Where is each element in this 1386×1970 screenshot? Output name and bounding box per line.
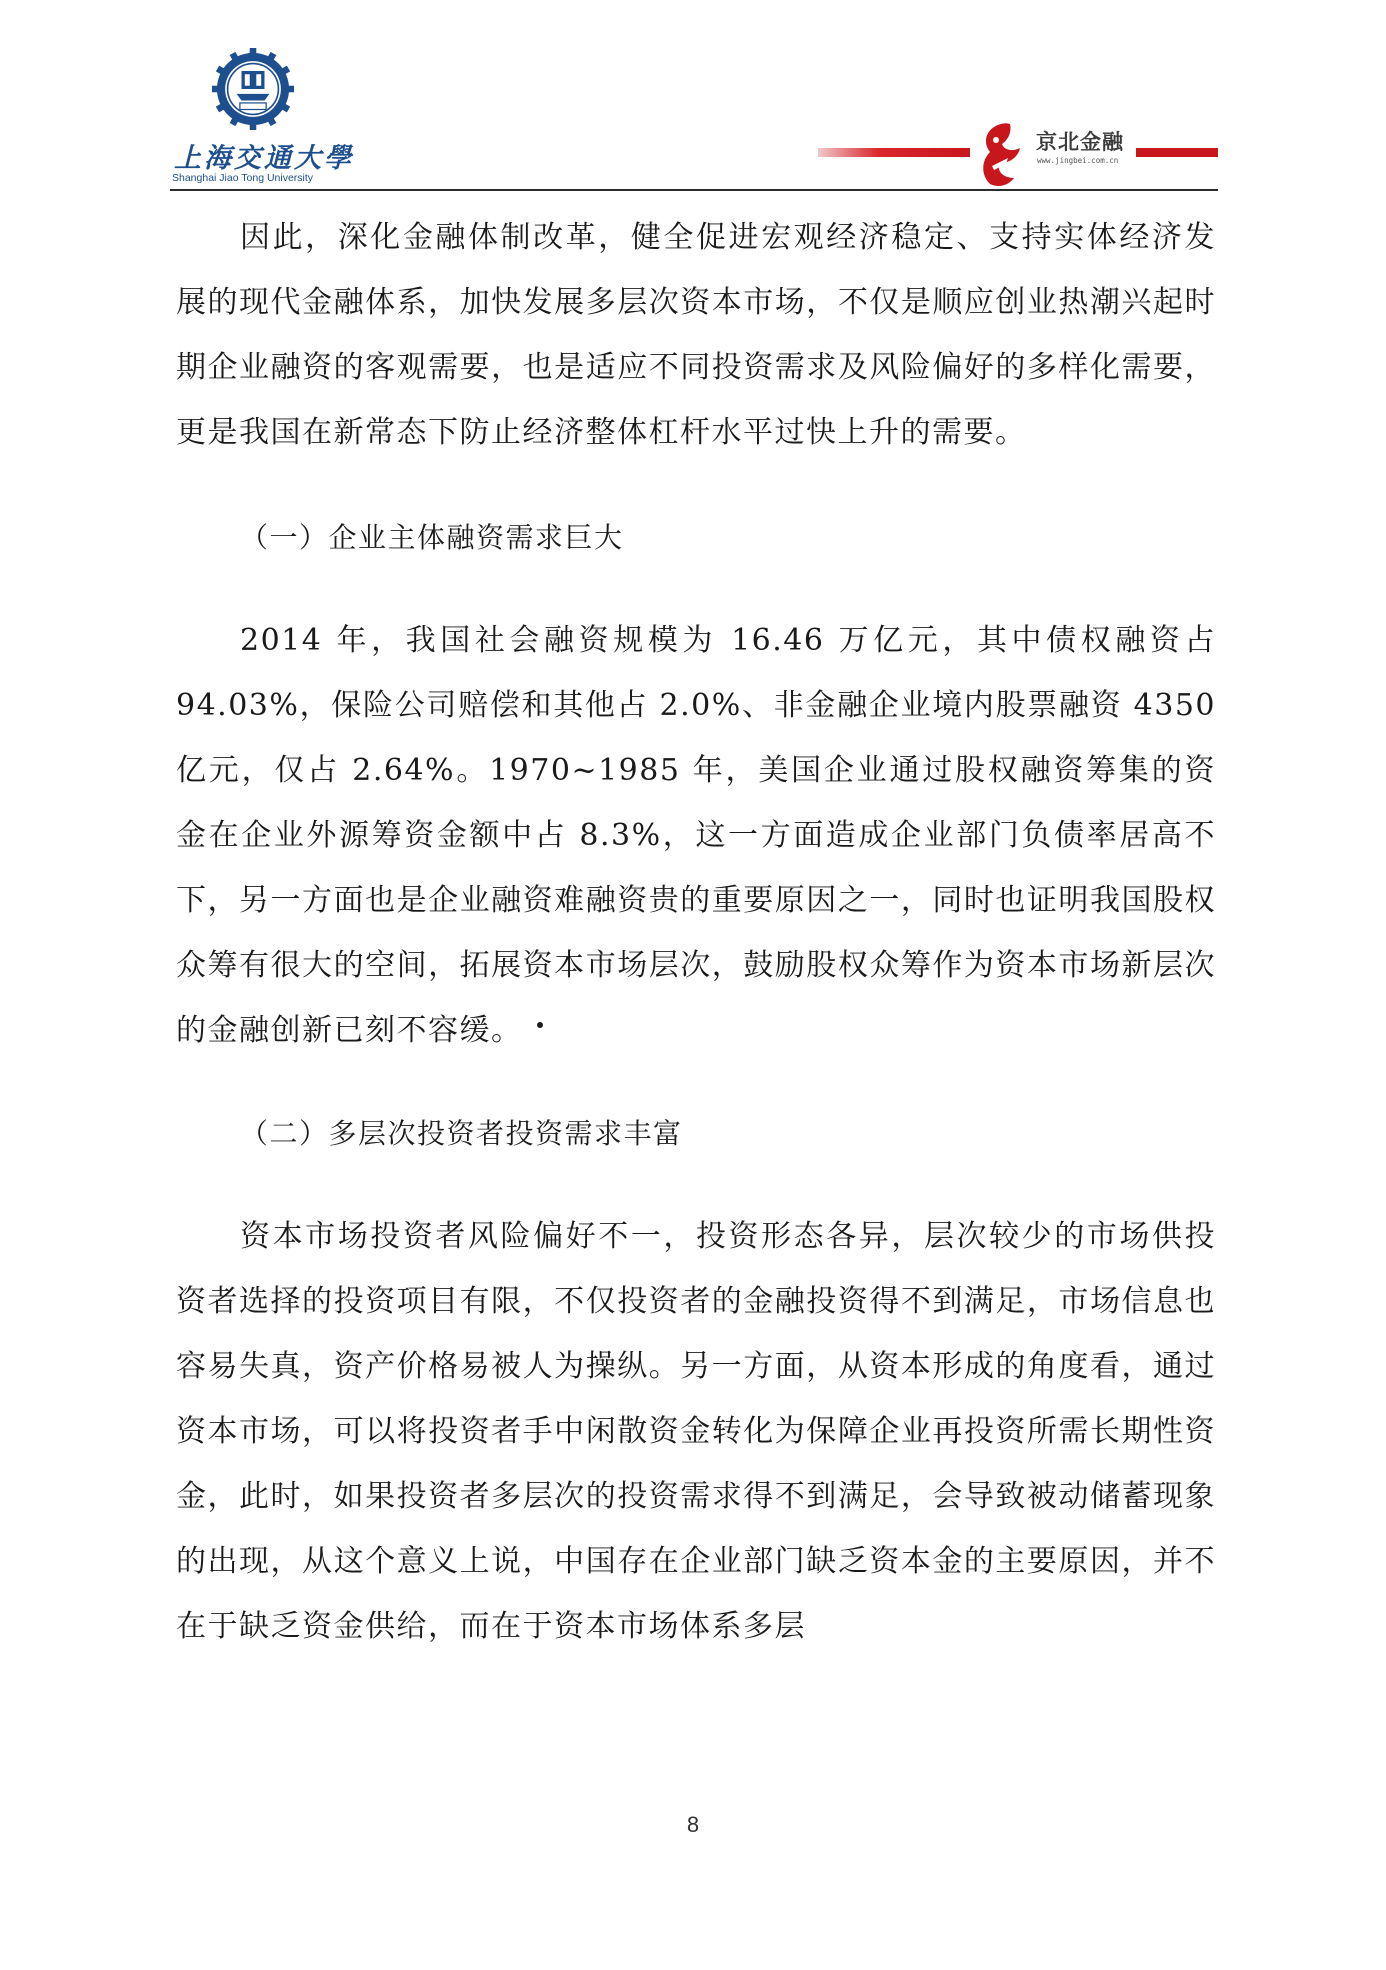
section-heading-1: （一）企业主体融资需求巨大: [240, 521, 624, 554]
paragraph-financing-demand: 2014 年，我国社会融资规模为 16.46 万亿元，其中债权融资占 94.03%，保险公司赔偿和其他占 2.0%、非金融企业境内股票融资 4350 亿元，仅占 2.64%。1970~1985 年，美国企业通过股权融资筹集的资金在企业外源筹资金额中占 8.3%，这一方面造成企业部门负债率居高不下，另一方面也是企业融资难融资贵的重要原因之一，同时也证明我国股权众筹有很大的空间，拓展资本市场层次，鼓励股权众筹作为资本市场新层次的金融创新已刻不容缓。: [176, 623, 1216, 1048]
sjtu-chinese-name: 上海交通大學: [174, 143, 354, 174]
jingbei-emblem-icon: [972, 118, 1030, 190]
jingbei-chinese-name: 京北金融: [1036, 130, 1124, 154]
page-number: 8: [686, 1812, 700, 1837]
sjtu-emblem-icon: [212, 48, 294, 130]
header-accent-bar-right: [1136, 148, 1218, 157]
sjtu-logo: [168, 48, 354, 190]
page-header: [0, 0, 1386, 190]
paragraph-investor-demand: 资本市场投资者风险偏好不一，投资形态各异，层次较少的市场供投资者选择的投资项目有限，不仅投资者的金融投资得不到满足，市场信息也容易失真，资产价格易被人为操纵。另一方面，从资本形成的角度看，通过资本市场，可以将投资者手中闲散资金转化为保障企业再投资所需长期性资金，此时，如果投资者多层次的投资需求得不到满足，会导致被动储蓄现象的出现，从这个意义上说，中国存在企业部门缺乏资本金的主要原因，并不在于缺乏资金供给，而在于资本市场体系多层: [176, 1219, 1216, 1644]
jingbei-logo: [818, 118, 1218, 190]
document-body: [176, 205, 1216, 1659]
stray-dot-mark: [537, 1022, 543, 1028]
paragraph-intro: 因此，深化金融体制改革，健全促进宏观经济稳定、支持实体经济发展的现代金融体系，加快发展多层次资本市场，不仅是顺应创业热潮兴起时期企业融资的客观需要，也是适应不同投资需求及风险偏好的多样化需要，更是我国在新常态下防止经济整体杠杆水平过快上升的需要。: [176, 220, 1216, 450]
section-heading-2: （二）多层次投资者投资需求丰富: [240, 1117, 683, 1150]
header-divider: [170, 189, 1218, 191]
header-accent-bar-left: [818, 148, 970, 157]
jingbei-url: www.jingbei.com.cn: [1037, 156, 1119, 165]
sjtu-english-name: Shanghai Jiao Tong University: [172, 172, 314, 184]
